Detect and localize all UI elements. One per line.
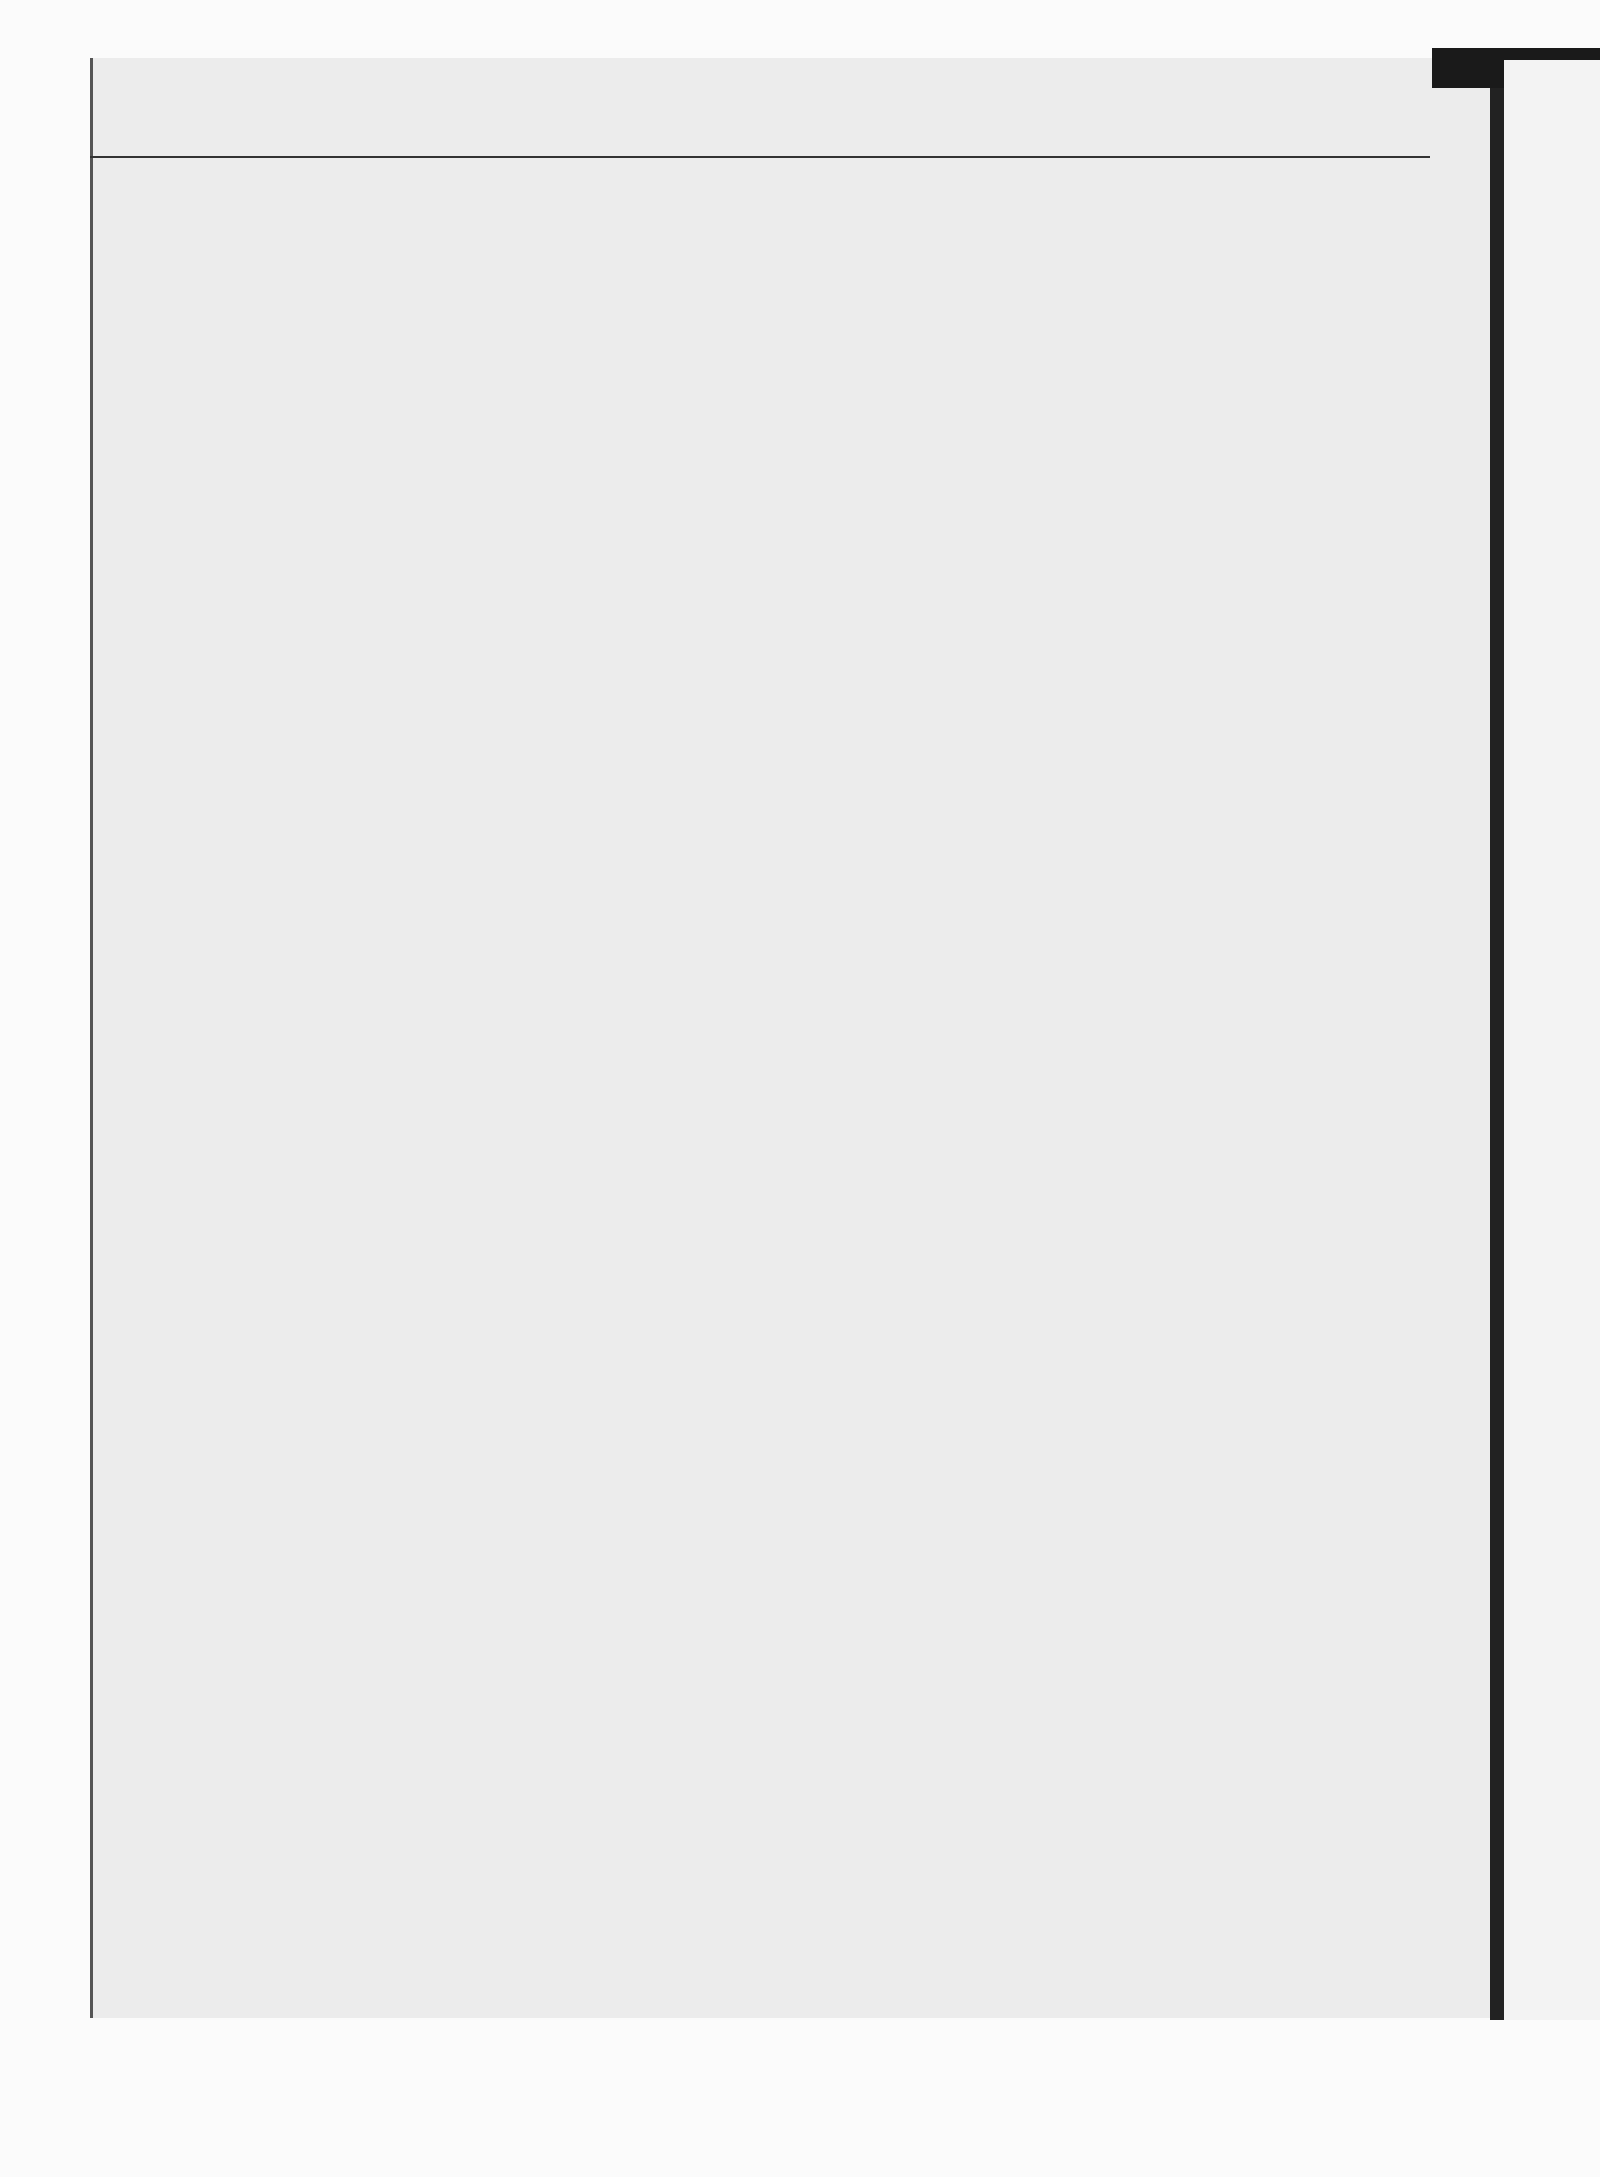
book-gutter — [1490, 60, 1504, 2020]
document-page — [90, 58, 1493, 2018]
stamp-margin — [0, 0, 90, 2177]
facing-page-fragment — [1504, 60, 1600, 2020]
page-header — [90, 122, 1430, 158]
